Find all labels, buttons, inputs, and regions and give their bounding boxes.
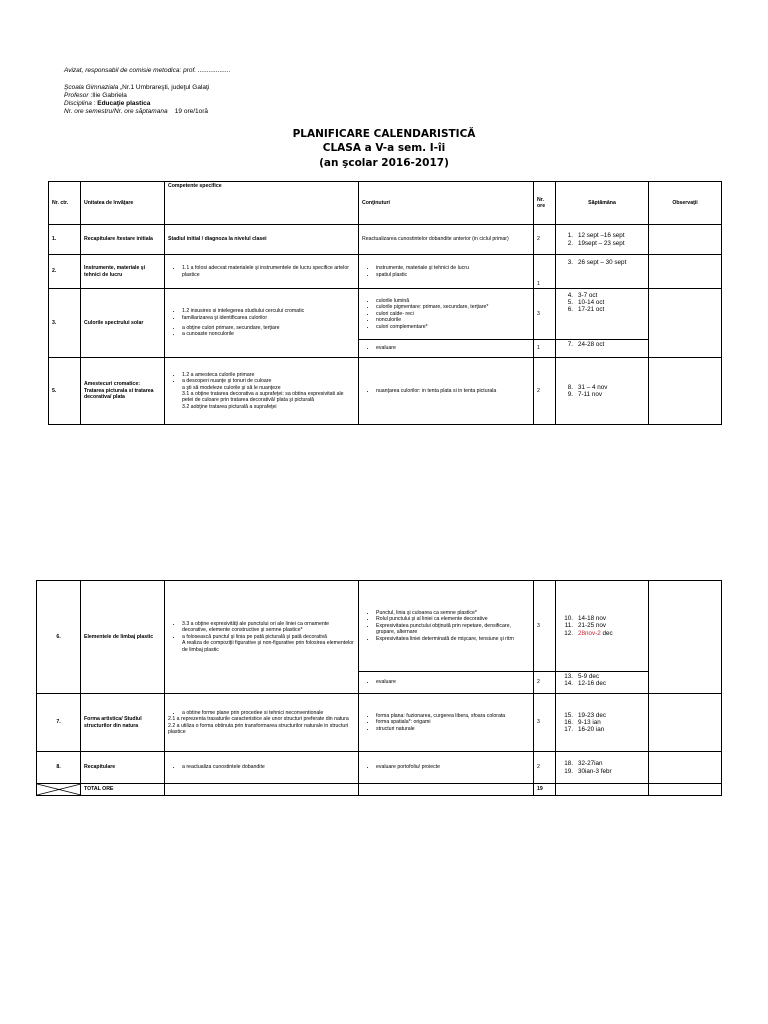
table-row — [37, 752, 722, 784]
avizat-line: Avizat, responsabil de comisie metodica: prof. .................. — [64, 67, 231, 74]
school-line: Şcoala Gimnaziala „Nr.1 Umbrareşti, judeţul Galaţi — [64, 84, 210, 91]
row-hours: 3 — [534, 694, 556, 752]
row-competence: • a obtine forme plane prin procedee si tehnici neconventionale 2.1 a reprezenta trasaturile caracteristice ale unor structuri preferate din natura 2.2 a utiliza o forma obtinuta prin transformarea structurilor naturale in structuri plastice — [165, 694, 359, 752]
row-content: • evaluare — [359, 340, 534, 358]
row-competence: • 3.3 a obţine expresivităţi ale punctului ori ale liniei ca ornamente decorative, elemente constructive şi semne plastice* • a folosească punctul şi linia pe pată picturală şi pată decorativă A realiza de compoziţii figurative şi non-figurative prin folosirea elementelor de limbaj plastic — [165, 581, 359, 694]
row-nr: 1. — [49, 225, 81, 255]
row-observations — [649, 581, 722, 694]
row-hours: 1 — [534, 340, 556, 358]
highlighted-week: 28nov-2 — [578, 629, 601, 637]
row-hours: 2 — [534, 225, 556, 255]
row-observations — [649, 752, 722, 784]
row-weeks: 15. 19-23 dec 16. 9-13 ian 17. 16-20 ian — [556, 694, 649, 752]
planning-table-part2 — [36, 580, 722, 796]
row-unit: Amestecuri cromatice: Tratarea picturala si tratarea decorativa/ plata — [81, 358, 165, 425]
row-hours: 2 — [534, 358, 556, 425]
page-title: PLANIFICARE CALENDARISTICĂ — [292, 128, 476, 140]
hours-line: Nr. ore semestru/Nr. ore săptamana 19 ore/1oră — [64, 108, 209, 115]
total-empty — [165, 784, 359, 796]
row-weeks: 4. 3-7 oct 5. 10-14 oct 6. 17-21 oct — [556, 289, 649, 340]
row-content: • evaluare portofoliu/ proiecte — [359, 752, 534, 784]
total-hours: 19 — [534, 784, 556, 796]
row-competence: • a reactualiza cunostintele dobandite — [165, 752, 359, 784]
table-header-row — [49, 182, 722, 225]
total-label: TOTAL ORE — [81, 784, 165, 796]
table-row — [37, 694, 722, 752]
row-weeks: 10. 14-18 nov 11. 21-25 nov 12. 28nov-2 dec — [556, 581, 649, 672]
row-nr: 8. — [37, 752, 81, 784]
row-weeks: 18. 32-27ian 19. 30ian-3 febr — [556, 752, 649, 784]
row-competence: • 1.2 a amesteca culorile primare • a descoperi nuanţe şi tonuri de culoare a şti să modeleze culorile şi să le nuanţeze 3.1 a obţine tratarea decorativa a suprafeţei: sa obtina expresivitati ale petei de culoare prin tratarea decorativă/ plata şi picturală 3.2 aobţine tratarea picturală a suprafeţei — [165, 358, 359, 425]
row-competence: Stadiul initial / diagnoza la nivelul clasei — [165, 225, 359, 255]
header-saptamana: Săptămâna — [556, 182, 649, 225]
subject-line: Disciplina : Educaţie plastica — [64, 100, 151, 107]
row-hours: 2 — [534, 752, 556, 784]
table-row — [49, 289, 722, 340]
total-empty — [359, 784, 534, 796]
row-content: • nuanţarea culorilor: in tenta plata si in tenta picturala — [359, 358, 534, 425]
header-unitatea: Unitatea de învăţare — [81, 182, 165, 225]
row-unit: Culorile spectrului solar — [81, 289, 165, 358]
row-nr: 2. — [49, 255, 81, 289]
total-empty — [556, 784, 649, 796]
row-unit: Elementele de limbaj plastic — [81, 581, 165, 694]
row-weeks: 3. 26 sept – 30 sept — [556, 255, 649, 289]
row-observations — [649, 225, 722, 255]
header-ore: Nr. ore — [534, 182, 556, 225]
row-unit: Recapitulare — [81, 752, 165, 784]
class-subtitle: CLASA a V-a sem. I-îi — [322, 142, 446, 154]
row-hours: 2 — [534, 672, 556, 694]
row-content: • Punctul, linia şi culoarea ca semne plastice* • Rolul punctului şi al liniei ca elemente decorative • Expresivitatea punctului obţinută prin repetare, densificare, grupare, alternare • Expresivitatea liniei determinată de mişcare, tensiune şi ritm — [359, 581, 534, 672]
row-competence: • 1.1 a folosi adecvat materialele şi instrumentele de lucru specifice artelor plastice — [165, 255, 359, 289]
row-nr: 5. — [49, 358, 81, 425]
row-nr: 6. — [37, 581, 81, 694]
teacher-line: Profesor :Ilie Gabriela — [64, 92, 127, 99]
total-row — [37, 784, 722, 796]
planning-table-part1 — [48, 181, 722, 425]
header-competente: Competente specifice — [165, 182, 359, 225]
row-weeks: 8. 31 – 4 nov 9. 7-11 nov — [556, 358, 649, 425]
table-row — [49, 255, 722, 289]
row-content: • evaluare — [359, 672, 534, 694]
row-observations — [649, 289, 722, 358]
row-unit: Recapitulare /testare initiala — [81, 225, 165, 255]
row-nr: 7. — [37, 694, 81, 752]
row-weeks: 7. 24-28 oct — [556, 340, 649, 358]
header-nr: Nr. ctr. — [49, 182, 81, 225]
row-content: • instrumente, materiale şi tehnici de lucru • spatiul plastic — [359, 255, 534, 289]
row-content: Reactualizarea cunostintelor dobandite anterior (in ciclul primar) — [359, 225, 534, 255]
table-row — [49, 358, 722, 425]
total-crossed-cell — [37, 784, 81, 796]
row-content: • culorile lumină • culorile pigmentare: primare, secundare, terţiare* • culori calde- reci • nonculorile • culori complementare* — [359, 289, 534, 340]
row-hours: 1 — [534, 255, 556, 289]
row-competence: • 1.2 insusires si intelegerea studiului cercului cromatic • familiarizarea şi identificarea culorilor • a obţine culori primare, secundare, terţiare • a cunoaste nonculorile — [165, 289, 359, 358]
header-continuturi: Conţinuturi — [359, 182, 534, 225]
crossed-cell-icon — [37, 784, 81, 795]
row-observations — [649, 358, 722, 425]
table-row — [49, 225, 722, 255]
row-observations — [649, 694, 722, 752]
row-unit: Instrumente, materiale şi tehnici de lucru — [81, 255, 165, 289]
row-unit: Forma artistica/ Studiul structurilor din natura — [81, 694, 165, 752]
school-year-subtitle: (an şcolar 2016-2017) — [319, 157, 449, 169]
table-row — [37, 581, 722, 672]
total-empty — [649, 784, 722, 796]
row-weeks: 1. 12 sept –16 sept 2. 19sept – 23 sept — [556, 225, 649, 255]
row-nr: 3. — [49, 289, 81, 358]
row-content: • forma plana: fuzionarea, curgerea libera, sfoara colorata • forma spatiala*: origami • structuri naturale — [359, 694, 534, 752]
row-hours: 3 — [534, 289, 556, 340]
row-observations — [649, 255, 722, 289]
row-hours: 3 — [534, 581, 556, 672]
row-weeks: 13. 5-9 dec 14. 12-16 dec — [556, 672, 649, 694]
header-observatii: Observaţii — [649, 182, 722, 225]
